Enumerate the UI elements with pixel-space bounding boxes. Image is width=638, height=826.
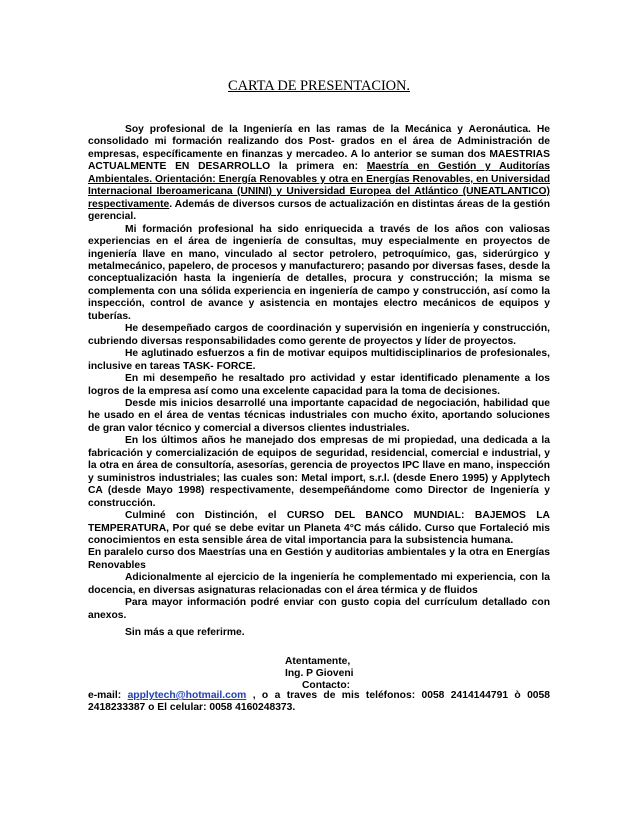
- sign-name: Ing. P Gioveni: [285, 668, 354, 679]
- paragraph-course: Culminé con Distinción, el CURSO DEL BANCO MUNDIAL: BAJEMOS LA TEMPERATURA, Por qué se debe evitar un Planeta 4°C más cálido. Curso que Fortaleció mis conocimientos en esta sensible área de vital importancia para la subsistencia humana.: [88, 510, 550, 546]
- letter-body: [88, 124, 550, 622]
- paragraph-negotiation: Desde mis inicios desarrollé una importante capacidad de negociación, habilidad que he usado en el área de ventas técnicas industriales con mucho éxito, aportando soluciones de gran valor técnico y comercial a diversos clientes industriales.: [88, 397, 550, 434]
- masters-underlined-text: Maestría en Gestión y Auditorías Ambientales. Orientación: Energía Renovables y otra en Energías Renovables, en Universidad Internacional Iberoamericana (UNINI) y Universidad Europea del Atlántico (UNEATLANTICO) respectivamente: [88, 161, 550, 210]
- contact-email-label: e-mail:: [88, 690, 128, 701]
- contact-phones: , o a traves de mis teléfonos: 0058 2414144791 ò 0058 2418233387 o El celular: 0058 4160248373.: [88, 690, 550, 714]
- contact-info: [88, 690, 550, 715]
- paragraph-intro-end: . Además de diversos cursos de actualización en distintas áreas de la gestión gerencial.: [88, 198, 550, 223]
- paragraph-experience: Mi formación profesional ha sido enriquecida a través de los años con valiosas experiencias en el área de ingeniería de consultas, muy especialmente en proyectos de ingeniería llave en mano, vinculado al sector petrolero, petroquímico, gas, siderúrgico y metalmecánico, papelero, de procesos y manufacturero; pasando por diversas fases, desde la conceptualización hasta la ingeniería de detalles, procura y construcción; la misma se complementa con una sólida experiencia en ingeniería de campo y construcción, así como la inspección, control de avance y asistencia en montajes electro mecánicos de equipos y tuberías.: [88, 223, 550, 322]
- paragraph-teams: He aglutinado esfuerzos a fin de motivar equipos multidisciplinarios de profesionales, inclusive en tareas TASK- FORCE.: [88, 348, 550, 372]
- paragraph-positions: He desempeñado cargos de coordinación y supervisión en ingeniería y construcción, cubriendo diversas responsabilidades como gerente de proyectos y líder de proyectos.: [88, 323, 550, 347]
- paragraph-teaching: Adicionalmente al ejercicio de la ingeniería he complementado mi experiencia, con la docencia, en diversas asignaturas relacionadas con el área térmica y de fluidos: [88, 572, 550, 596]
- paragraph-intro: [88, 124, 550, 224]
- paragraph-masters: En paralelo curso dos Maestrías una en Gestión y auditorias ambientales y la otra en Energías Renovables: [88, 547, 550, 571]
- contact-email-link[interactable]: applytech@hotmail.com: [127, 690, 247, 701]
- paragraph-companies: En los últimos años he manejado dos empresas de mi propiedad, una dedicada a la fabricación y comercialización de equipos de seguridad, residencial, comercial e industrial, y la otra en área de consultoría, asesorías, gerencia de proyectos IPC llave en mano, inspección y suministros industriales; las cuales son: Metal import, s.r.l. (desde Enero 1995) y Applytech CA (desde Mayo 1998) respectivamente, desempeñándome como Director de Ingeniería y construcción.: [88, 435, 550, 509]
- paragraph-more-info: Para mayor información podré enviar con gusto copia del currículum detallado con anexos.: [88, 597, 550, 621]
- closing-line: Sin más a que referirme.: [125, 627, 245, 638]
- document-title: CARTA DE PRESENTACION.: [228, 78, 410, 94]
- paragraph-intro-text: Soy profesional de la Ingeniería en las ramas de la Mecánica y Aeronáutica. He consolidado mi formación realizando dos Post- grados en el área de Administración de empresas, específicamente en finanzas y mercadeo. A lo anterior se suman dos MAESTRIAS ACTUALMENTE EN DESARROLLO la primera en:: [88, 124, 550, 173]
- sign-atentamente: Atentamente,: [285, 656, 351, 667]
- paragraph-performance: En mi desempeño he resaltado pro actividad y estar identificado plenamente a los logros de la empresa así como una excelente capacidad para la toma de decisiones.: [88, 373, 550, 397]
- sign-contact-label: Contacto:: [302, 680, 351, 691]
